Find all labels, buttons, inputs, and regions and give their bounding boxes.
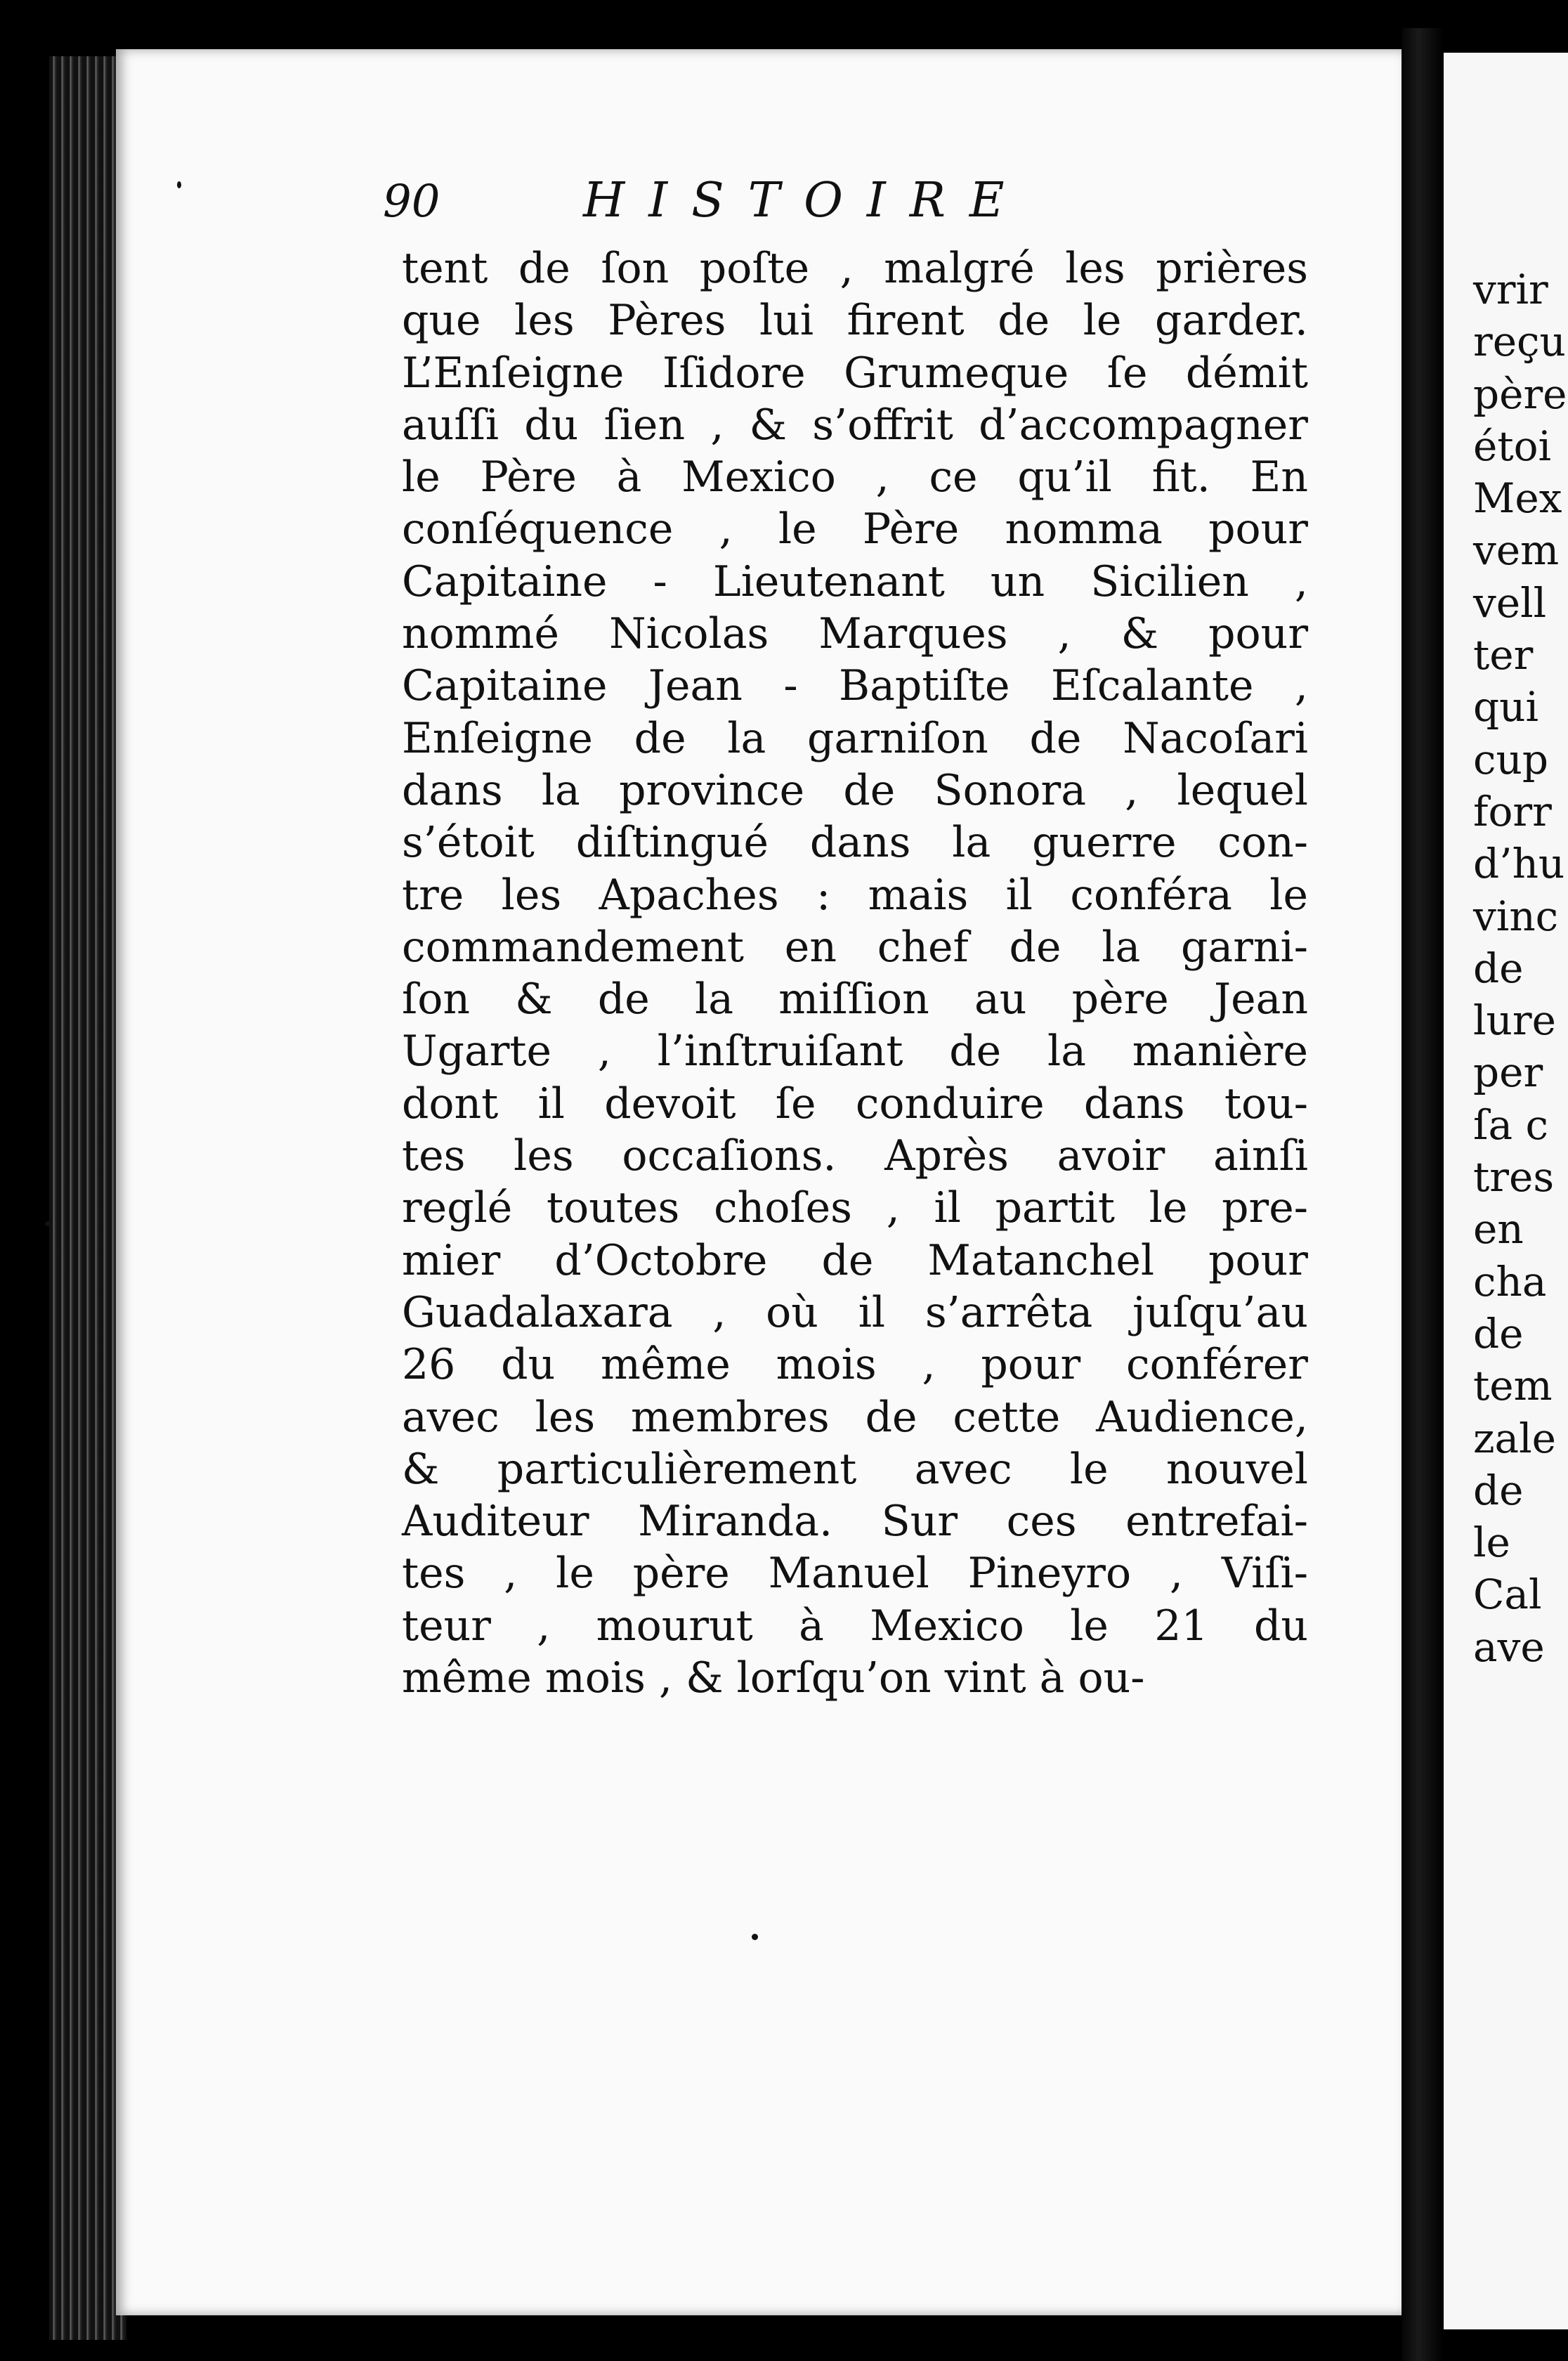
facing-text-fragment: de (1473, 1466, 1524, 1514)
text-line: & particulièrement avec le nouvel (402, 1444, 1308, 1494)
text-line: commandement en chef de la garni- (402, 922, 1308, 972)
text-line: même mois , & lorſqu’on vint à ou- (402, 1653, 1145, 1703)
facing-text-fragment: per (1473, 1048, 1543, 1097)
facing-page-text (1473, 264, 1568, 1673)
text-line: dans la province de Sonora , lequel (402, 765, 1308, 815)
facing-text-fragment: d’hu (1473, 840, 1565, 888)
page-header (383, 173, 1310, 253)
text-line: que les Pères lui firent de le garder. (402, 296, 1308, 346)
text-line: Auditeur Miranda. Sur ces entrefai- (402, 1497, 1308, 1547)
facing-text-fragment: vrir (1473, 266, 1548, 313)
page-edges (49, 56, 126, 2340)
facing-text-fragment: forr (1473, 787, 1552, 835)
facing-text-fragment: le (1473, 1518, 1510, 1567)
facing-text-fragment: reçu (1473, 318, 1566, 366)
text-line: Guadalaxara , où il s’arrêta juſqu’au (402, 1287, 1308, 1337)
book-spine (1402, 28, 1444, 2361)
text-line: tent de ſon poſte , malgré les prières (402, 244, 1308, 293)
facing-text-fragment: étoi (1473, 422, 1552, 470)
text-line: tes , le père Manuel Pineyro , Viſi- (402, 1549, 1308, 1599)
scan-speck (752, 1934, 758, 1940)
facing-text-fragment: cha (1473, 1257, 1547, 1306)
facing-text-fragment: de (1473, 944, 1524, 992)
facing-text-fragment: ter (1473, 631, 1534, 679)
text-line: avec les membres de cette Audience, (402, 1392, 1308, 1442)
text-line: tes les occaſions. Après avoir ainſi (402, 1131, 1308, 1181)
text-line: Capitaine - Lieutenant un Sicilien , (402, 557, 1308, 606)
facing-text-fragment: cup (1473, 735, 1548, 783)
running-head: HISTOIRE (583, 173, 1028, 228)
facing-text-fragment: ſa c (1473, 1100, 1548, 1149)
text-line: le Père à Mexico , ce qu’il fit. En (402, 453, 1308, 502)
facing-text-fragment: vell (1473, 578, 1547, 627)
text-line: Capitaine Jean - Baptiſte Eſcalante , (402, 661, 1308, 711)
text-line: 26 du même mois , pour conférer (402, 1340, 1308, 1390)
facing-text-fragment: ave (1473, 1622, 1545, 1671)
text-line: ſon & de la miſſion au père Jean (402, 975, 1308, 1025)
text-line: mier d’Octobre de Matanchel pour (402, 1235, 1308, 1285)
text-line: auſſi du ſien , & s’offrit d’accompagner (402, 400, 1308, 450)
facing-text-fragment: de (1473, 1309, 1524, 1358)
facing-text-fragment: qui (1473, 683, 1539, 731)
facing-text-fragment: père (1473, 370, 1567, 418)
facing-text-fragment: zale (1473, 1414, 1557, 1462)
scan-speck (45, 1221, 52, 1226)
text-line: nommé Nicolas Marques , & pour (402, 609, 1308, 659)
text-line: reglé toutes choſes , il partit le pre- (402, 1183, 1308, 1233)
facing-text-fragment: Mex (1473, 474, 1562, 523)
facing-text-fragment: tem (1473, 1362, 1553, 1410)
facing-text-fragment: lure (1473, 996, 1556, 1045)
facing-page (1444, 53, 1568, 2329)
scan-speck (177, 181, 181, 188)
text-line: tre les Apaches : mais il conféra le (402, 870, 1308, 920)
text-line: L’Enſeigne Iſidore Grumeque ſe démit (402, 348, 1308, 398)
facing-text-fragment: en (1473, 1205, 1524, 1254)
text-line: s’étoit diſtingué dans la guerre con- (402, 818, 1308, 868)
text-line: dont il devoit ſe conduire dans tou- (402, 1079, 1308, 1129)
body-text (402, 242, 1308, 1704)
facing-text-fragment: Cal (1473, 1570, 1542, 1619)
text-line: teur , mourut à Mexico le 21 du (402, 1601, 1308, 1651)
facing-text-fragment: vem (1473, 526, 1560, 575)
facing-text-fragment: vinc (1473, 892, 1559, 940)
facing-text-fragment: tres (1473, 1153, 1555, 1202)
text-line: Ugarte , l’inſtruiſant de la manière (402, 1027, 1308, 1077)
text-line: conſéquence , le Père nomma pour (402, 505, 1308, 554)
text-line: Enſeigne de la garniſon de Nacoſari (402, 713, 1308, 763)
page-number: 90 (383, 176, 440, 228)
